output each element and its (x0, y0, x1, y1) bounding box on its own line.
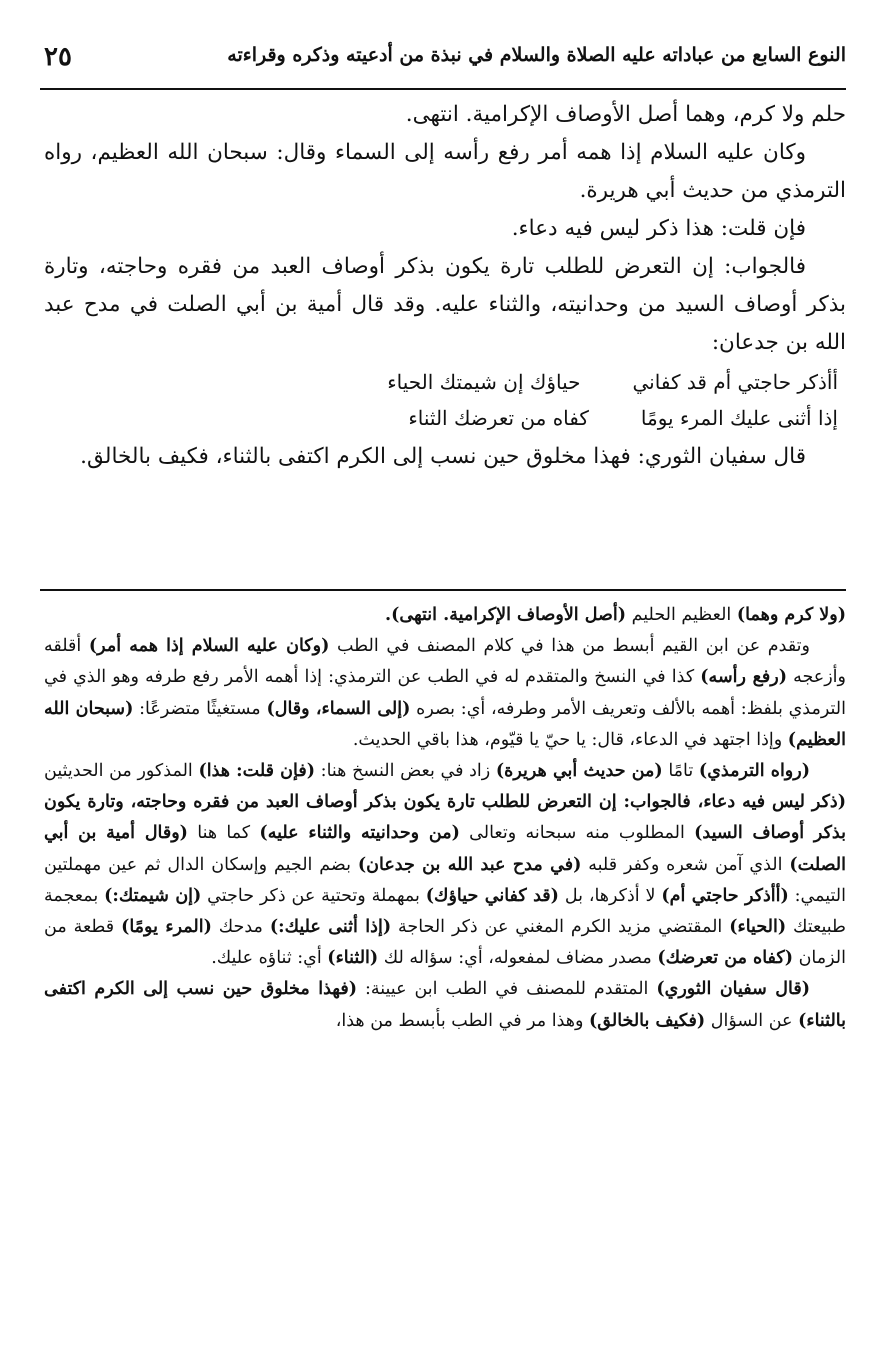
quoted-matn: (رفع رأسه) (700, 667, 787, 688)
main-paragraph: قال سفيان الثوري: فهذا مخلوق حين نسب إلى الكرم اكتفى بالثناء، فكيف بالخالق. (80, 444, 806, 469)
commentary-run: قطعة من الزمان (44, 917, 846, 969)
commentary-paragraph (44, 631, 846, 756)
commentary-paragraph (44, 600, 846, 631)
main-text (44, 96, 846, 476)
commentary-run: زاد في بعض النسخ هنا: (315, 761, 496, 782)
commentary-run: المقتضي مزيد الكرم المغني عن ذكر الحاجة (391, 917, 730, 938)
commentary-run: تامًا (662, 761, 699, 782)
quoted-matn: (ولا كرم وهما) (736, 605, 846, 625)
main-paragraph: وكان عليه السلام إذا همه أمر رفع رأسه إلى السماء وقال: سبحان الله العظيم، رواه الترمذي من حديث أبي هريرة. (44, 140, 846, 203)
commentary-text (44, 600, 846, 1037)
commentary-run: بمهملة وتحتية عن ذكر حاجتي (201, 885, 426, 906)
quoted-matn: (أأذكر حاجتي أم) (661, 885, 789, 906)
quoted-matn: (الحياء) (729, 917, 787, 938)
header-rule (40, 88, 846, 90)
commentary-run: العظيم الحليم (626, 605, 737, 625)
main-paragraph: حلم ولا كرم، وهما أصل الأوصاف الإكرامية. انتهى. (405, 102, 846, 127)
verse-second-hemistich: حياؤك إن شيمتك الحياء (387, 370, 581, 394)
commentary-run: لا أذكرها، بل (558, 885, 662, 906)
commentary-run: مدحك (211, 917, 270, 938)
quoted-matn: (إذا أثنى عليك:) (269, 917, 392, 938)
commentary-paragraph (44, 756, 846, 974)
quoted-matn: (ذكر ليس فيه دعاء، فالجواب: إن التعرض للطلب تارة يكون بذكر أوصاف العبد من فقره وحاجته، وتارة يكون بذكر أوصاف السيد) (44, 792, 846, 844)
main-paragraph: فالجواب: إن التعرض للطلب تارة يكون بذكر أوصاف العبد من فقره وحاجته، وتارة بذكر أوصاف السيد من وحدانيته، والثناء عليه. وقد قال أمية بن أبي الصلت في مدح عبد الله بن جدعان: (44, 254, 846, 355)
verse-second-hemistich: كفاه من تعرضك الثناء (408, 406, 589, 430)
verse-first-hemistich: إذا أثنى عليك المرء يومًا (640, 406, 838, 430)
commentary-run: مستغيثًا متضرعًا: (133, 698, 267, 719)
commentary-run: بضم الجيم وإسكان الدال ثم عين مهملتين التيمي: (44, 854, 846, 906)
quoted-matn: (رواه الترمذي) (698, 761, 810, 782)
commentary-run: وهذا مر في الطب بأبسط من هذا، (335, 1010, 590, 1031)
quoted-matn: (أصل الأوصاف الإكرامية. انتهى). (385, 605, 627, 625)
quoted-matn: (قال سفيان الثوري) (656, 979, 810, 1000)
quoted-matn: (المرء يومًا) (121, 917, 212, 938)
page-number: ٢٥ (44, 42, 72, 72)
quoted-matn: (فهذا مخلوق حين نسب إلى الكرم اكتفى بالثناء) (44, 979, 846, 1031)
quoted-matn: (إلى السماء، وقال) (266, 698, 411, 719)
commentary-run: بمعجمة طبيعتك (44, 885, 846, 938)
commentary-run: المذكور من الحديثين (44, 761, 199, 782)
quoted-matn: (وقال أمية بن أبي الصلت) (44, 823, 846, 875)
commentary-separator (40, 589, 846, 591)
verse-first-hemistich: أأذكر حاجتي أم قد كفاني (632, 370, 838, 394)
commentary-run: وتقدم عن ابن القيم أبسط من هذا في كلام المصنف في الطب (329, 636, 810, 657)
quoted-matn: (فإن قلت: هذا) (198, 761, 316, 782)
commentary-run: كما هنا (187, 823, 260, 844)
commentary-run: المطلوب منه سبحانه وتعالى (459, 823, 695, 844)
quoted-matn: (من وحدانيته والثناء عليه) (259, 823, 460, 844)
commentary-run: المتقدم للمصنف في الطب ابن عيينة: (356, 979, 657, 1000)
quoted-matn: (الثناء) (327, 948, 379, 969)
commentary-run: كذا في النسخ والمتقدم له في الطب عن الترمذي: إذا أهمه الأمر رفع طرفه وهو الذي في الترمذي بلفظ: أهمه بالألف وتعريف الأمر وطرفه، أي: بصره (44, 667, 846, 719)
quoted-matn: (من حديث أبي هريرة) (495, 761, 663, 782)
commentary-run: عن السؤال (705, 1010, 799, 1031)
quoted-matn: (وكان عليه السلام إذا همه أمر) (88, 636, 330, 657)
commentary-run: مصدر مضاف لمفعوله، أي: سؤاله لك (378, 948, 658, 969)
commentary-run: أقلقه وأزعجه (44, 636, 846, 688)
quoted-matn: (فكيف بالخالق) (589, 1010, 706, 1031)
running-title: النوع السابع من عباداته عليه الصلاة والسلام في نبذة من أدعيته وذكره وقراءته (227, 44, 846, 66)
poem (44, 364, 846, 436)
quoted-matn: (في مدح عبد الله بن جدعان) (357, 854, 582, 875)
commentary-run: الذي آمن شعره وكفر قلبه (581, 854, 790, 875)
page-header (40, 40, 846, 80)
poem-verse (44, 364, 846, 400)
quoted-matn: (كفاه من تعرضك) (657, 948, 794, 969)
commentary-run: أي: ثناؤه عليك. (211, 948, 328, 969)
poem-verse (44, 400, 846, 436)
quoted-matn: (سبحان الله العظيم) (44, 698, 846, 750)
main-paragraph: فإن قلت: هذا ذكر ليس فيه دعاء. (511, 216, 806, 241)
commentary-paragraph (44, 974, 846, 1036)
quoted-matn: (إن شيمتك:) (104, 885, 202, 906)
quoted-matn: (قد كفاني حياؤك) (425, 885, 559, 906)
commentary-run: وإذا اجتهد في الدعاء، قال: يا حيّ يا قيّوم، هذا باقي الحديث. (352, 729, 788, 750)
